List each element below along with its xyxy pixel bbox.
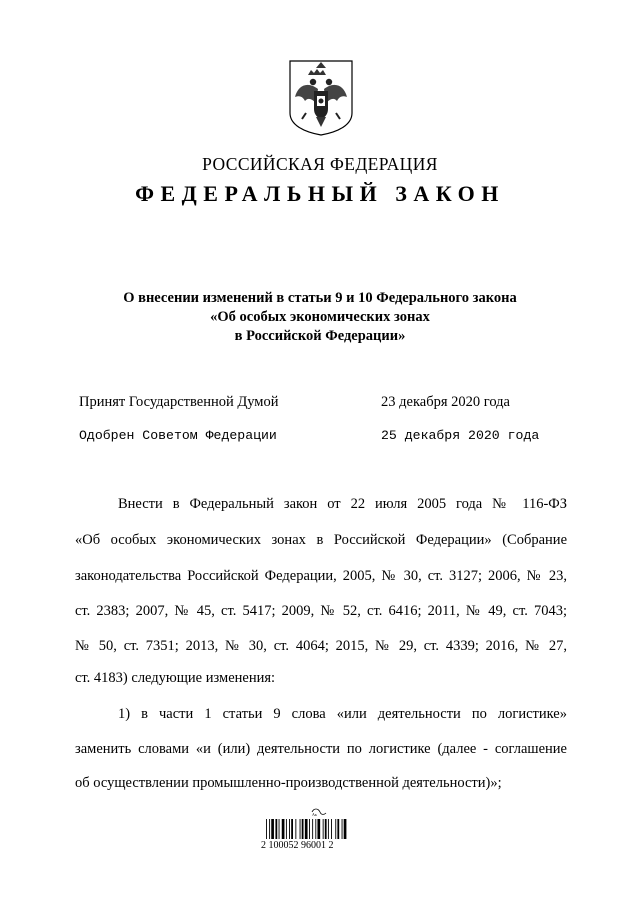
body-line-2: «Об особых экономических зонах в Российской Федерации» (Собрание	[75, 532, 567, 548]
document-type: ФЕДЕРАЛЬНЫЙ ЗАКОН	[135, 181, 505, 206]
svg-text:Ак: Ак	[312, 812, 317, 817]
law-title-line-1: О внесении изменений в статьи 9 и 10 Федерального закона	[123, 290, 517, 306]
law-title-line-3: в Российской Федерации»	[234, 328, 406, 344]
barcode-number: 2 100052 96001 2	[261, 840, 334, 851]
adopted-by-duma-label: Принят Государственной Думой	[79, 394, 279, 410]
body-line-9: об осуществлении промышленно-производственной деятельности)»;	[75, 775, 502, 791]
russian-coat-of-arms-icon	[288, 59, 354, 136]
approved-by-council-label: Одобрен Советом Федерации	[79, 428, 277, 443]
country-name: РОССИЙСКАЯ ФЕДЕРАЦИЯ	[202, 154, 438, 174]
body-line-7: 1) в части 1 статьи 9 слова «или деятельности по логистике»	[118, 706, 567, 722]
body-line-8: заменить словами «и (или) деятельности по логистике (далее - соглашение	[75, 741, 567, 757]
body-line-1: Внести в Федеральный закон от 22 июля 2005 года № 116-ФЗ	[118, 496, 567, 512]
law-title-line-2: «Об особых экономических зонах	[210, 309, 430, 325]
adopted-by-duma-date: 23 декабря 2020 года	[381, 394, 510, 410]
body-line-3: законодательства Российской Федерации, 2005, № 30, ст. 3127; 2006, № 23,	[75, 568, 567, 584]
body-line-6: ст. 4183) следующие изменения:	[75, 670, 276, 686]
approved-by-council-date: 25 декабря 2020 года	[381, 428, 540, 443]
body-line-4: ст. 2383; 2007, № 45, ст. 5417; 2009, № 52, ст. 6416; 2011, № 49, ст. 7043;	[75, 603, 567, 619]
barcode-icon	[262, 807, 378, 860]
body-line-5: № 50, ст. 7351; 2013, № 30, ст. 4064; 2015, № 29, ст. 4339; 2016, № 27,	[75, 638, 567, 654]
